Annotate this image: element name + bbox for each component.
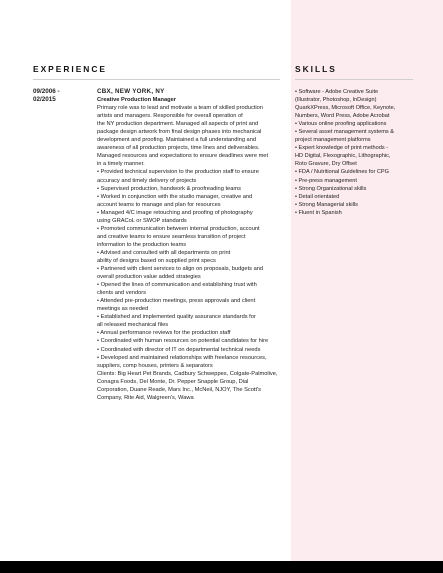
skill-line: Numbers, Word Press, Adobe Acrobat [295,113,390,120]
skill-line: • Strong Organizational skills [295,185,367,192]
job-description-line: overall production value added strategies [97,274,201,281]
job-description-line: • Established and implemented quality assurance standards for [97,314,256,321]
job-description-line: package design artwork from final design phases into mechanical [97,129,262,136]
job-description-line: clients and vendors [97,290,147,297]
skills-list [295,88,437,217]
skill-line: • FDA / Nutritional Guidelines for CPG [295,169,389,176]
job-description-line: • Attended pre-production meetings, press approvals and client [97,298,256,305]
skill-line: project management platforms [295,137,371,144]
skill-line: • Strong Managerial skills [295,201,358,208]
job-description-line: • Coordinated with director of IT on departmental technical needs [97,346,261,353]
skill-line: • Detail orientated [295,193,340,200]
job-description-line: Managed resources and expectations to ensure deadlines were met [97,153,269,160]
experience-heading: EXPERIENCE [33,64,107,74]
job-description-line: • Partnered with client services to align on proposals, budgets and [97,266,264,273]
skill-line: • Several asset management systems & [295,129,394,136]
job-description-line: meetings as needed [97,306,149,313]
job-description-line: • Worked in conjunction with the studio manager, creative and [97,193,253,200]
skill-line: QuarkXPress, Microsoft Office, Keynote, [295,105,396,112]
job-description-line: in a timely manner. [97,161,145,168]
job-description-line: • Coordinated with human resources on potential candidates for hire [97,338,269,345]
job-description-line: • Promoted communication between internal production, account [97,225,260,232]
job-description-line: the NY production department. Managed all aspects of print and [97,121,259,128]
job-description [97,104,281,402]
job-description-line: account teams to manage and plan for resources [97,201,221,208]
job-description-line: Corporation, Duane Reade, Mars Inc., McNeil, NJOY, The Scott's [97,386,261,393]
job-description-line: • Opened the lines of communication and establishing trust with [97,282,257,289]
job-description-line: ability of designs based on supplied print specs [97,257,216,264]
job-date-start: 09/2006 - [33,88,60,95]
skills-divider [295,79,413,80]
skill-line: HD Digital, Flexographic, Lithographic, [295,153,391,160]
job-description-line: information to the production teams [97,241,187,248]
job-description-line: Primary role was to lead and motivate a team of skilled production [97,105,263,112]
job-description-line: using GRACoL or SWOP standards [97,217,187,224]
job-description-line: accuracy and timely delivery of projects [97,177,197,184]
skills-sidebar-background [291,0,443,573]
footer-bar [0,561,443,573]
skill-line: • Pre-press management [295,177,357,184]
job-employer: CBX, NEW YORK, NY [97,88,165,95]
job-description-line: • Advised and consulted with all departments on print [97,249,231,256]
skill-line: (Illustrator, Photoshop, InDesign) [295,97,377,104]
skill-line: • Expert knowledge of print methods - [295,145,389,152]
job-date-end: 02/2015 [33,96,56,103]
job-description-line: • Supervised production, handwork & proofreading teams [97,185,241,192]
job-description-line: artists and managers. Responsible for overall operation of [97,113,243,120]
job-entry [97,88,281,402]
job-description-line: awareness of all production projects, time lines and deliverables. [97,145,260,152]
job-description-line: and creative teams to ensure seamless transition of project [97,233,246,240]
job-description-line: suppliers, comp houses, printers & separators [97,362,213,369]
experience-divider [33,79,280,80]
job-description-line: • Managed 4/C image retouching and proofing of photography [97,209,253,216]
job-description-line: • Provided technical supervision to the production staff to ensure [97,169,259,176]
job-description-line: development and proofing. Maintained a full understanding and [97,137,257,144]
skill-line: • Various online proofing applications [295,121,387,128]
skill-line: Roto Gravure, Dry Offset [295,161,357,168]
skill-line: • Software - Adobe Creative Suite [295,89,379,95]
job-dates [33,88,88,104]
job-title: Creative Production Manager [97,97,177,104]
job-description-line: Company, Rite Aid, Walgreen's, Wawa [97,394,194,401]
job-description-line: all released mechanical files [97,322,169,329]
job-description-line: Conagra Foods, Del Monte, Dr. Pepper Snapple Group, Dial [97,378,249,385]
job-description-line: Clients: Big Heart Pet Brands, Cadbury Schweppes, Colgate-Palmolive, [97,370,278,377]
skill-line: • Fluent in Spanish [295,209,342,216]
job-description-line: • Annual performance reviews for the production staff [97,330,231,337]
skills-heading: SKILLS [295,64,337,74]
job-description-line: • Developed and maintained relationships with freelance resources, [97,354,267,361]
